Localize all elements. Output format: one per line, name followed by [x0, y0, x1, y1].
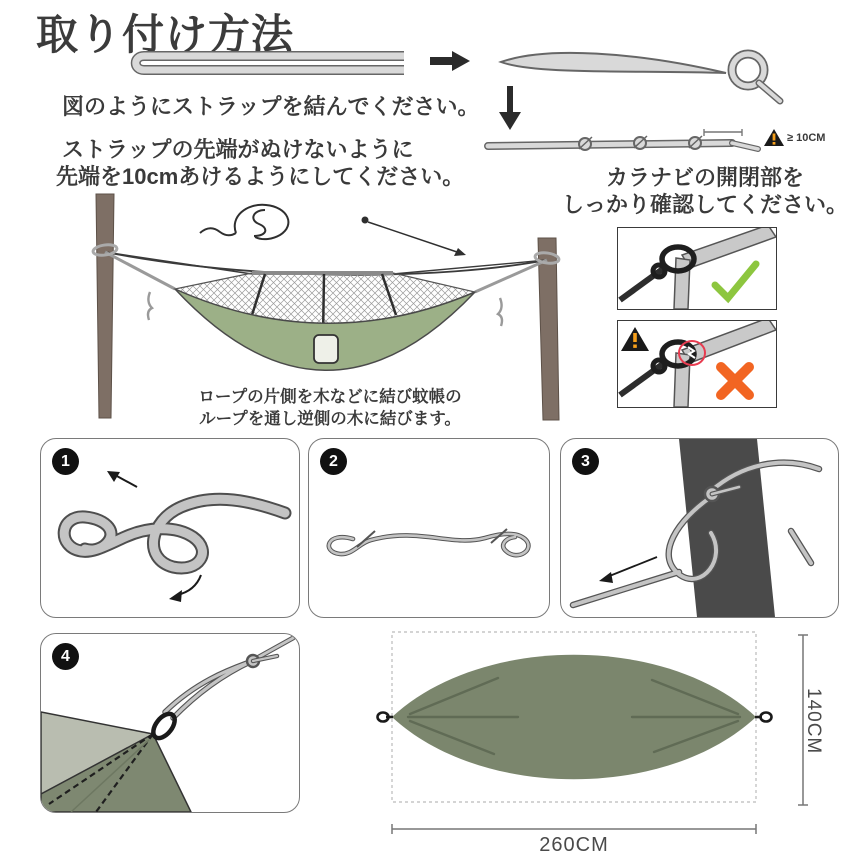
tie-instruction-text: 図のようにストラップを結んでください。: [62, 94, 480, 119]
step-2-box: [308, 438, 550, 618]
scene-caption: [160, 386, 500, 430]
knotted-strap-illustration: [480, 128, 770, 162]
carabiner-correct-panel: [617, 227, 777, 310]
hammock-pocket: [314, 335, 338, 363]
warning-icon: [621, 327, 649, 351]
rope-coil-icon: [200, 205, 288, 239]
hammock-topview-illustration: [376, 626, 776, 812]
width-dimension-label: 260CM: [539, 834, 609, 856]
height-dimension-label: 140CM: [803, 688, 824, 755]
page-title: 取り付け方法: [36, 11, 295, 58]
step-4-attachment-illustration: [41, 634, 299, 812]
right-tree: [538, 238, 559, 420]
scene-caption-line1: ロープの片側を木などに結び蚊帳の: [198, 388, 462, 406]
carabiner-wrong-panel: [617, 320, 777, 408]
step-4-badge: 4: [52, 643, 79, 670]
measure-bracket: [704, 129, 742, 136]
warning-icon: [764, 129, 784, 147]
step-1-badge: 1: [52, 448, 79, 475]
right-loop: [761, 713, 772, 722]
carabiner-note-line1: カラナビの開閉部を: [605, 165, 804, 190]
check-icon: [715, 264, 756, 298]
step-4-box: [40, 633, 300, 813]
carabiner-wrong-illustration: [618, 321, 776, 407]
carabiner-note-line2: しっかり確認してください。: [561, 192, 848, 217]
strap-tip-line1: ストラップの先端がぬけないように: [62, 137, 414, 162]
cross-icon: [721, 367, 749, 395]
carabiner-note: [552, 164, 858, 218]
min-gap-label: ≥ 10CM: [787, 132, 826, 144]
step-1-box: [40, 438, 300, 618]
step-3-box: [560, 438, 839, 618]
down-arrow-icon: [498, 86, 522, 130]
strap-tip-line2: 先端を10cmあけるようにしてください。: [56, 164, 465, 189]
strap-with-loop-illustration: [486, 42, 808, 106]
min-gap-warning: [764, 129, 825, 147]
scene-caption-line2: ループを通し逆側の木に結びます。: [199, 410, 461, 428]
folded-strap-illustration: [120, 48, 412, 78]
step-3-badge: 3: [572, 448, 599, 475]
carabiner: [149, 710, 179, 742]
step-1-knot-illustration: [41, 439, 299, 617]
step-3-tree-illustration: [561, 439, 838, 617]
step-2-badge: 2: [320, 448, 347, 475]
right-arrow-icon: [430, 50, 470, 72]
left-tree: [96, 194, 114, 418]
carabiner-correct-illustration: [618, 228, 776, 309]
